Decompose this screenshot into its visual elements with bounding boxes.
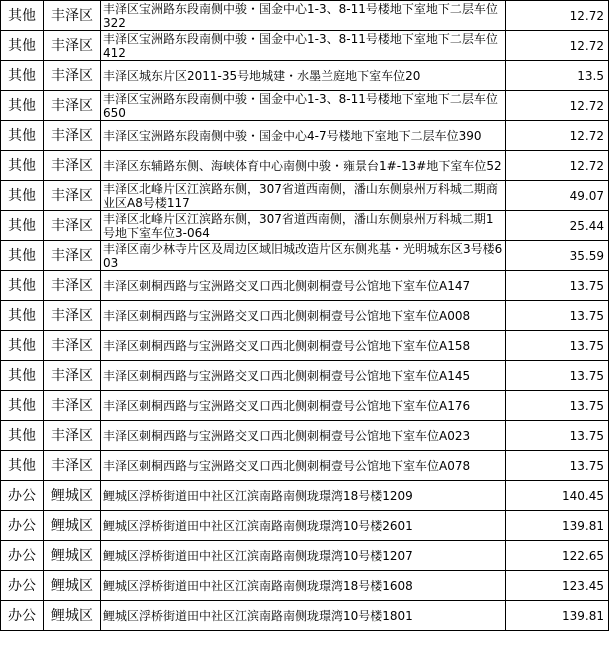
cell-area: 35.59 bbox=[506, 241, 609, 271]
cell-type: 其他 bbox=[1, 331, 44, 361]
cell-type: 办公 bbox=[1, 571, 44, 601]
cell-location: 鲤城区浮桥街道田中社区江滨南路南侧珑璟湾10号楼2601 bbox=[101, 511, 506, 541]
cell-district: 丰泽区 bbox=[44, 121, 101, 151]
cell-type: 办公 bbox=[1, 481, 44, 511]
cell-type: 其他 bbox=[1, 181, 44, 211]
cell-district: 丰泽区 bbox=[44, 271, 101, 301]
table-row bbox=[1, 241, 609, 271]
cell-area: 13.75 bbox=[506, 271, 609, 301]
cell-district: 丰泽区 bbox=[44, 1, 101, 31]
cell-type: 其他 bbox=[1, 91, 44, 121]
cell-district: 丰泽区 bbox=[44, 391, 101, 421]
table-row bbox=[1, 571, 609, 601]
cell-type: 其他 bbox=[1, 451, 44, 481]
cell-location: 鲤城区浮桥街道田中社区江滨南路南侧珑璟湾10号楼1801 bbox=[101, 601, 506, 631]
table-row bbox=[1, 31, 609, 61]
table-row bbox=[1, 511, 609, 541]
table-row bbox=[1, 1, 609, 31]
table-row bbox=[1, 361, 609, 391]
cell-area: 13.75 bbox=[506, 361, 609, 391]
table-row bbox=[1, 121, 609, 151]
cell-type: 其他 bbox=[1, 391, 44, 421]
cell-area: 140.45 bbox=[506, 481, 609, 511]
cell-location: 丰泽区刺桐西路与宝洲路交叉口西北侧刺桐壹号公馆地下室车位A176 bbox=[101, 391, 506, 421]
cell-location: 丰泽区刺桐西路与宝洲路交叉口西北侧刺桐壹号公馆地下室车位A008 bbox=[101, 301, 506, 331]
cell-area: 13.75 bbox=[506, 331, 609, 361]
cell-type: 其他 bbox=[1, 61, 44, 91]
cell-district: 鲤城区 bbox=[44, 511, 101, 541]
cell-district: 丰泽区 bbox=[44, 151, 101, 181]
cell-area: 13.75 bbox=[506, 391, 609, 421]
cell-district: 丰泽区 bbox=[44, 91, 101, 121]
cell-district: 丰泽区 bbox=[44, 211, 101, 241]
cell-area: 13.75 bbox=[506, 301, 609, 331]
cell-area: 13.5 bbox=[506, 61, 609, 91]
cell-type: 其他 bbox=[1, 361, 44, 391]
cell-type: 办公 bbox=[1, 511, 44, 541]
cell-area: 13.75 bbox=[506, 421, 609, 451]
cell-type: 其他 bbox=[1, 241, 44, 271]
cell-type: 其他 bbox=[1, 1, 44, 31]
cell-location: 鲤城区浮桥街道田中社区江滨南路南侧珑璟湾18号楼1608 bbox=[101, 571, 506, 601]
cell-district: 鲤城区 bbox=[44, 571, 101, 601]
cell-area: 12.72 bbox=[506, 91, 609, 121]
property-table-body bbox=[1, 1, 609, 631]
cell-area: 139.81 bbox=[506, 601, 609, 631]
cell-district: 丰泽区 bbox=[44, 421, 101, 451]
cell-location: 丰泽区北峰片区江滨路东侧，307省道西南侧，潘山东侧泉州万科城二期1号地下室车位3-064 bbox=[101, 211, 506, 241]
cell-type: 其他 bbox=[1, 121, 44, 151]
cell-district: 丰泽区 bbox=[44, 361, 101, 391]
cell-location: 丰泽区刺桐西路与宝洲路交叉口西北侧刺桐壹号公馆地下室车位A023 bbox=[101, 421, 506, 451]
cell-location: 鲤城区浮桥街道田中社区江滨南路南侧珑璟湾18号楼1209 bbox=[101, 481, 506, 511]
table-row bbox=[1, 391, 609, 421]
cell-location: 丰泽区刺桐西路与宝洲路交叉口西北侧刺桐壹号公馆地下室车位A147 bbox=[101, 271, 506, 301]
cell-type: 其他 bbox=[1, 31, 44, 61]
cell-area: 12.72 bbox=[506, 1, 609, 31]
cell-area: 139.81 bbox=[506, 511, 609, 541]
table-row bbox=[1, 421, 609, 451]
table-row bbox=[1, 151, 609, 181]
cell-district: 丰泽区 bbox=[44, 61, 101, 91]
cell-location: 丰泽区刺桐西路与宝洲路交叉口西北侧刺桐壹号公馆地下室车位A145 bbox=[101, 361, 506, 391]
cell-district: 丰泽区 bbox=[44, 31, 101, 61]
cell-area: 12.72 bbox=[506, 151, 609, 181]
cell-area: 49.07 bbox=[506, 181, 609, 211]
cell-location: 丰泽区东辅路东侧、海峡体育中心南侧中骏・雍景台1#-13#地下室车位52 bbox=[101, 151, 506, 181]
cell-location: 丰泽区宝洲路东段南侧中骏・国金中心1-3、8-11号楼地下室地下二层车位412 bbox=[101, 31, 506, 61]
table-row bbox=[1, 61, 609, 91]
table-row bbox=[1, 271, 609, 301]
cell-location: 丰泽区宝洲路东段南侧中骏・国金中心1-3、8-11号楼地下室地下二层车位322 bbox=[101, 1, 506, 31]
cell-type: 其他 bbox=[1, 421, 44, 451]
cell-district: 丰泽区 bbox=[44, 451, 101, 481]
cell-area: 25.44 bbox=[506, 211, 609, 241]
cell-location: 丰泽区宝洲路东段南侧中骏・国金中心4-7号楼地下室地下二层车位390 bbox=[101, 121, 506, 151]
cell-area: 12.72 bbox=[506, 121, 609, 151]
cell-area: 122.65 bbox=[506, 541, 609, 571]
cell-location: 鲤城区浮桥街道田中社区江滨南路南侧珑璟湾10号楼1207 bbox=[101, 541, 506, 571]
cell-location: 丰泽区刺桐西路与宝洲路交叉口西北侧刺桐壹号公馆地下室车位A078 bbox=[101, 451, 506, 481]
cell-area: 13.75 bbox=[506, 451, 609, 481]
cell-location: 丰泽区宝洲路东段南侧中骏・国金中心1-3、8-11号楼地下室地下二层车位650 bbox=[101, 91, 506, 121]
table-row bbox=[1, 91, 609, 121]
cell-type: 其他 bbox=[1, 151, 44, 181]
cell-district: 丰泽区 bbox=[44, 241, 101, 271]
cell-location: 丰泽区城东片区2011-35号地城建・水墨兰庭地下室车位20 bbox=[101, 61, 506, 91]
cell-district: 丰泽区 bbox=[44, 301, 101, 331]
cell-area: 123.45 bbox=[506, 571, 609, 601]
cell-location: 丰泽区南少林寺片区及周边区域旧城改造片区东侧兆基・光明城东区3号楼603 bbox=[101, 241, 506, 271]
cell-location: 丰泽区北峰片区江滨路东侧，307省道西南侧，潘山东侧泉州万科城二期商业区A8号楼117 bbox=[101, 181, 506, 211]
table-row bbox=[1, 451, 609, 481]
table-row bbox=[1, 181, 609, 211]
table-row bbox=[1, 331, 609, 361]
cell-district: 鲤城区 bbox=[44, 541, 101, 571]
cell-type: 其他 bbox=[1, 271, 44, 301]
cell-type: 办公 bbox=[1, 601, 44, 631]
cell-location: 丰泽区刺桐西路与宝洲路交叉口西北侧刺桐壹号公馆地下室车位A158 bbox=[101, 331, 506, 361]
table-row bbox=[1, 481, 609, 511]
cell-type: 其他 bbox=[1, 301, 44, 331]
cell-district: 丰泽区 bbox=[44, 331, 101, 361]
table-row bbox=[1, 211, 609, 241]
cell-type: 其他 bbox=[1, 211, 44, 241]
table-row bbox=[1, 541, 609, 571]
table-row bbox=[1, 301, 609, 331]
cell-district: 鲤城区 bbox=[44, 601, 101, 631]
cell-district: 鲤城区 bbox=[44, 481, 101, 511]
cell-type: 办公 bbox=[1, 541, 44, 571]
cell-district: 丰泽区 bbox=[44, 181, 101, 211]
table-row bbox=[1, 601, 609, 631]
cell-area: 12.72 bbox=[506, 31, 609, 61]
